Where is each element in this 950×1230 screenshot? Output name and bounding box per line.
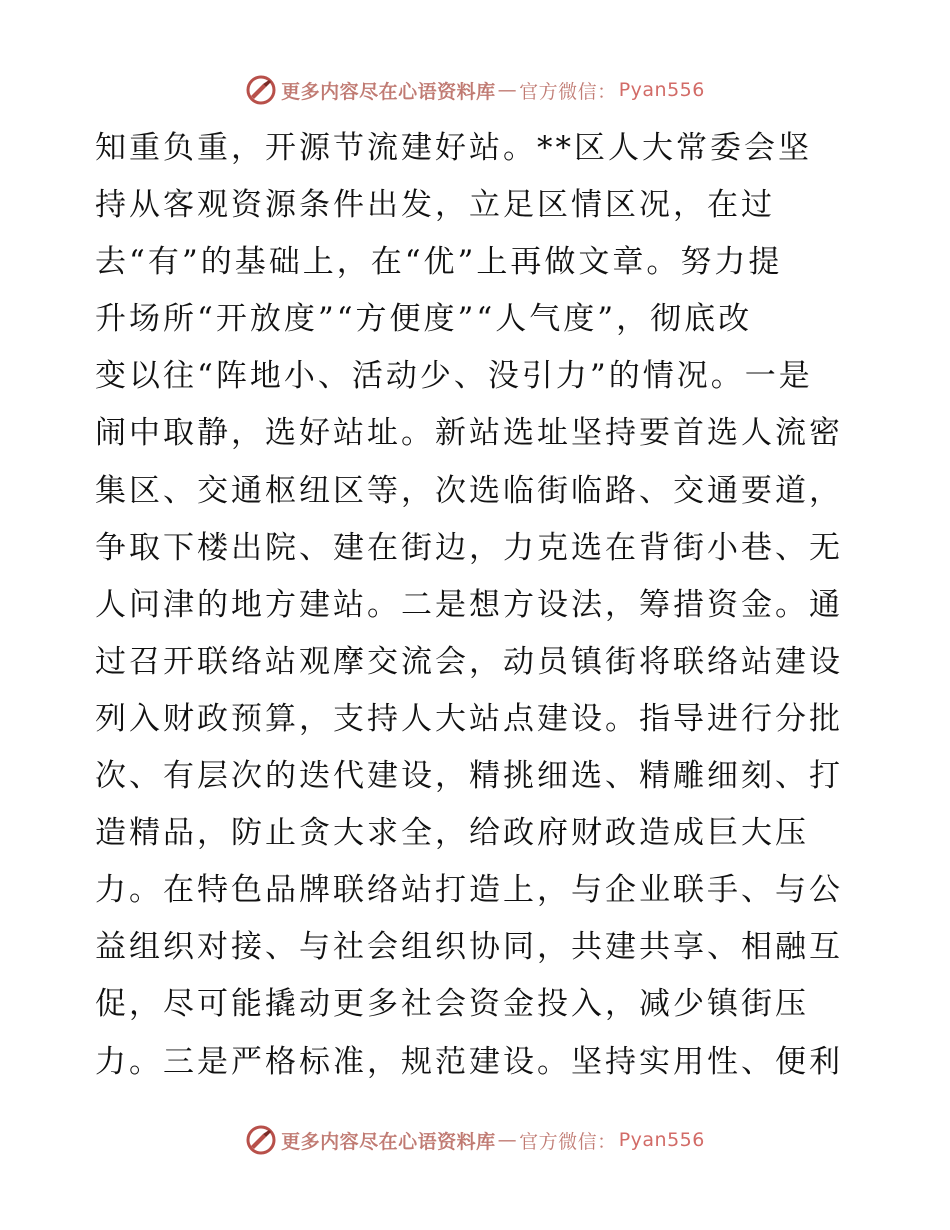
body-line: 力。三是严格标准，规范建设。坚持实用性、便利 [95, 1043, 843, 1080]
body-line: 闹中取静，选好站址。新站选址坚持要首选人流密 [95, 415, 843, 452]
body-line: 人问津的地方建站。二是想方设法，筹措资金。通 [95, 586, 843, 623]
document-body [95, 120, 855, 1091]
watermark-official: 官方微信： [519, 1130, 617, 1153]
watermark-title: 更多内容尽在心语资料库 [281, 80, 496, 103]
watermark-wechat-id: Pyan556 [618, 1129, 705, 1151]
body-line: 集区、交通枢纽区等，次选临街临路、交通要道， [95, 472, 843, 509]
body-line: 知重负重，开源节流建好站。**区人大常委会坚 [95, 130, 812, 166]
watermark-separator: — [497, 79, 518, 101]
body-line: 持从客观资源条件出发，立足区情区况，在过 [95, 187, 775, 224]
body-line: 列入财政预算，支持人大站点建设。指导进行分批 [95, 700, 843, 737]
body-line: 争取下楼出院、建在街边，力克选在背街小巷、无 [95, 529, 843, 566]
body-line: 益组织对接、与社会组织协同，共建共享、相融互 [95, 929, 843, 966]
body-line: 造精品，防止贪大求全，给政府财政造成巨大压 [95, 815, 809, 852]
body-line: 去“有”的基础上，在“优”上再做文章。努力提 [95, 244, 783, 281]
body-line: 次、有层次的迭代建设，精挑细选、精雕细刻、打 [95, 758, 843, 795]
watermark-official: 官方微信： [519, 80, 617, 103]
body-line: 力。在特色品牌联络站打造上，与企业联手、与公 [95, 872, 843, 909]
watermark-wechat-id: Pyan556 [618, 79, 705, 101]
body-line: 变以往“阵地小、活动少、没引力”的情况。一是 [95, 358, 813, 395]
body-line: 过召开联络站观摩交流会，动员镇街将联络站建设 [95, 643, 843, 680]
brush-logo-icon [245, 74, 277, 106]
watermark-title: 更多内容尽在心语资料库 [281, 1130, 496, 1153]
body-line: 升场所“开放度”“方便度”“人气度”，彻底改 [95, 301, 753, 338]
body-line: 促，尽可能撬动更多社会资金投入，减少镇街压 [95, 986, 809, 1023]
brush-logo-icon [245, 1124, 277, 1156]
watermark-footer [0, 1120, 950, 1160]
watermark-separator: — [497, 1129, 518, 1151]
watermark-header [0, 70, 950, 110]
